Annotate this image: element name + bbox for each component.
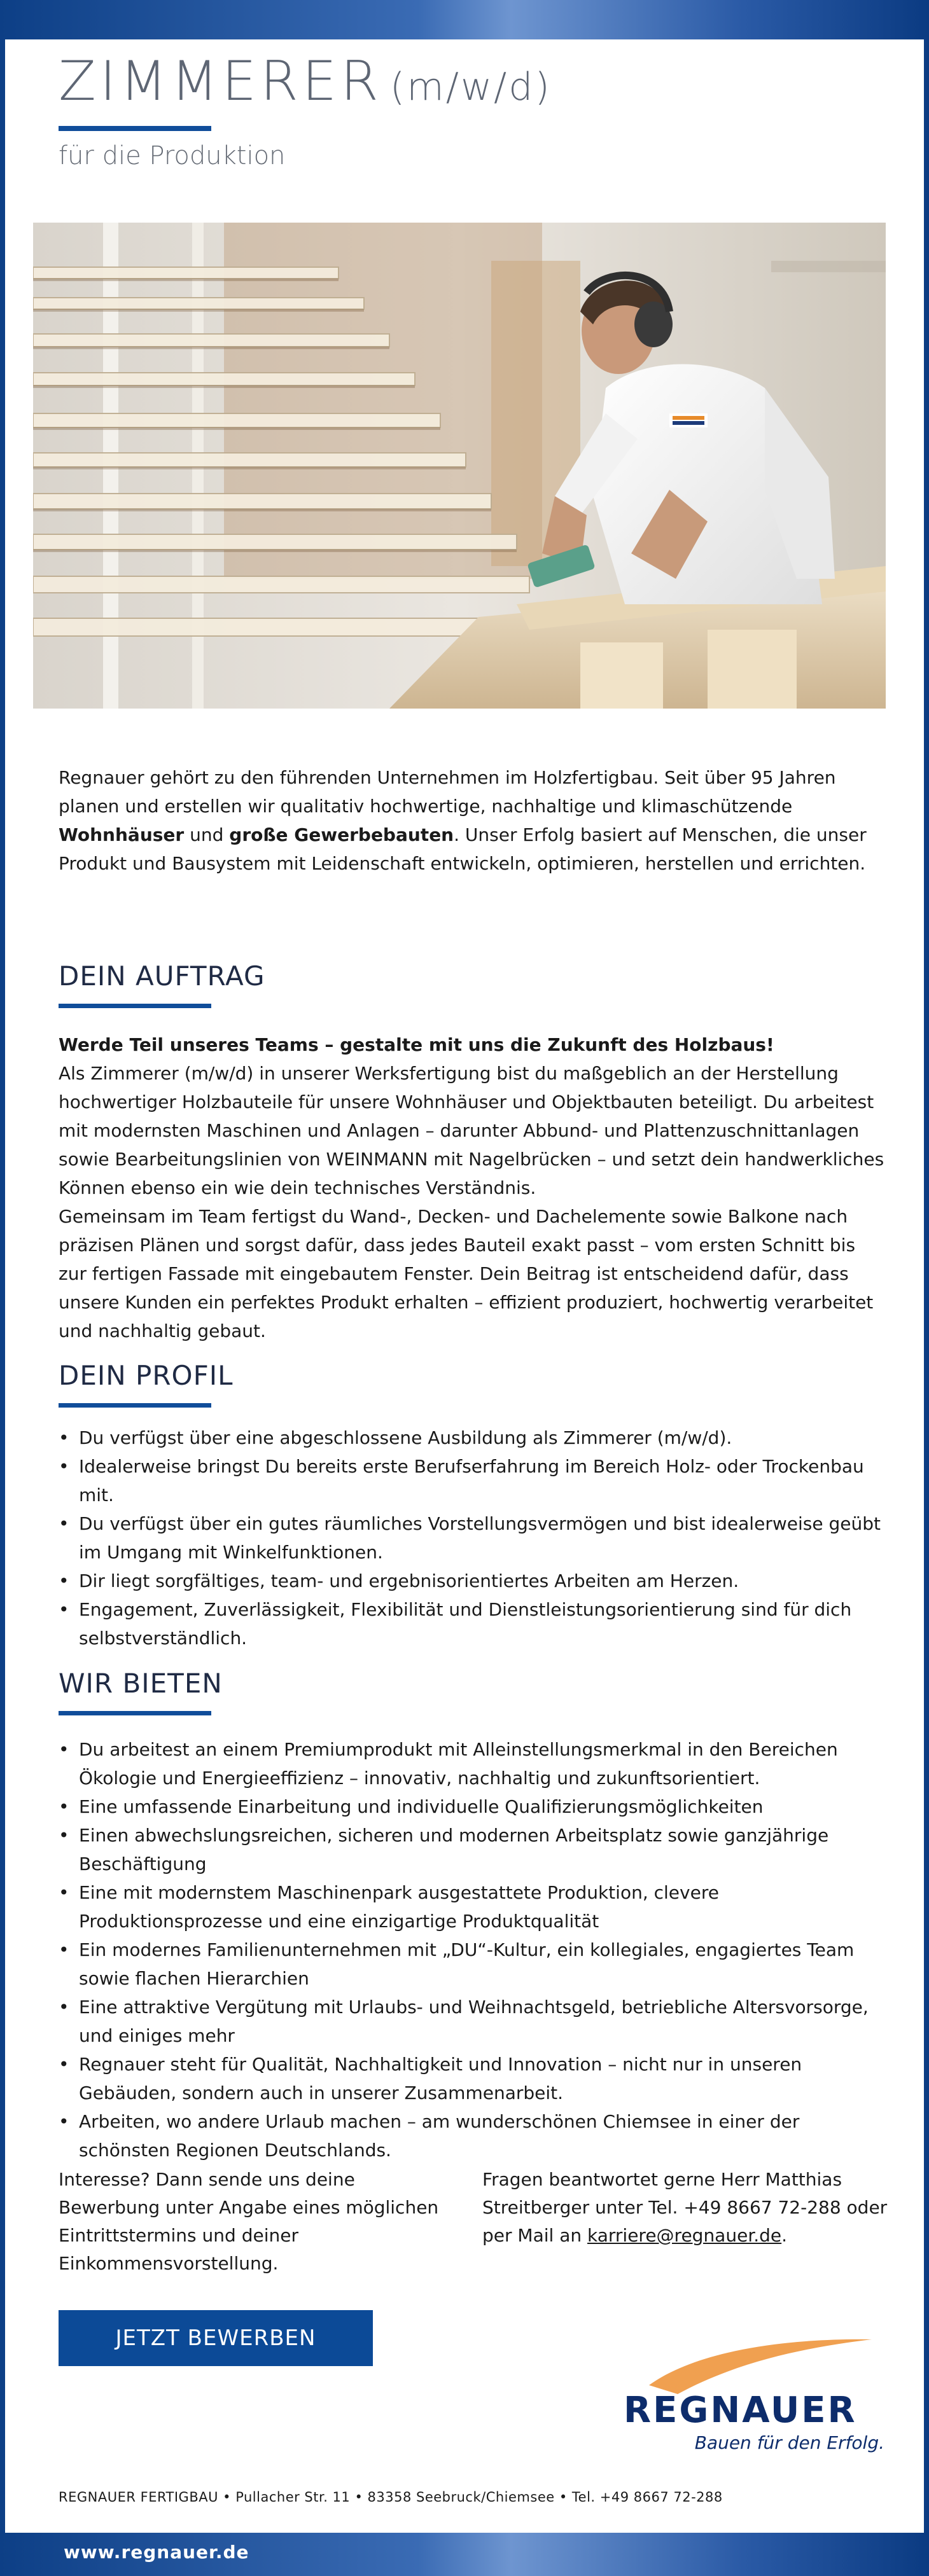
job-subtitle: für die Produktion bbox=[59, 141, 286, 170]
section-heading-profil: DEIN PROFIL bbox=[59, 1360, 234, 1391]
section-heading-bieten: WIR BIETEN bbox=[59, 1668, 223, 1699]
section-heading-auftrag: DEIN AUFTRAG bbox=[59, 960, 265, 992]
auftrag-para-2: Gemeinsam im Team fertigst du Wand-, Decken- und Dachelemente sowie Balkone nach präzisen Plänen und sorgst dafür, dass jedes Bauteil exakt passt – vom ersten Schnitt bis zur fertigen Fassade mit eingebautem Fenster. Dein Beitrag ist entscheidend dafür, dass unsere Kunden ein perfektes Produkt erhalten – effizient produziert, hochwertig verarbeitet und nachhaltig gebaut. bbox=[59, 1206, 874, 1341]
auftrag-lead: Werde Teil unseres Teams – gestalte mit uns die Zukunft des Holzbaus! bbox=[59, 1034, 774, 1055]
logo-tagline: Bauen für den Erfolg. bbox=[694, 2432, 884, 2453]
list-item: • Ein modernes Familienunternehmen mit „DU“-Kultur, ein kollegiales, engagiertes Team sowie flachen Hierarchien bbox=[59, 1935, 886, 1993]
job-title: ZIMMERER (m/w/d) bbox=[59, 50, 552, 113]
title-underline bbox=[59, 126, 211, 131]
intro-bold-gewerbebauten: große Gewerbebauten bbox=[229, 824, 454, 845]
list-item: • Regnauer steht für Qualität, Nachhaltigkeit und Innovation – nicht nur in unseren Gebäuden, sondern auch in unserer Zusammenarbeit. bbox=[59, 2050, 886, 2107]
regnauer-logo[interactable] bbox=[617, 2336, 897, 2463]
auftrag-para-1: Als Zimmerer (m/w/d) in unserer Werksfertigung bist du maßgeblich an der Herstellung hochwertiger Holzbauteile für unsere Wohnhäuser und Objektbauten beteiligt. Du arbeitest mit modernsten Maschinen und Anlagen – darunter Abbund- und Plattenzuschnittanlagen sowie Bearbeitungslinien von WEINMANN mit Nagelbrücken – und setzt dein handwerkliches Können ebenso ein wie dein technisches Verständnis. bbox=[59, 1063, 884, 1198]
list-item: • Arbeiten, wo andere Urlaub machen – am wunderschönen Chiemsee in einer der schönsten Regionen Deutschlands. bbox=[59, 2107, 886, 2164]
list-item: • Du verfügst über eine abgeschlossene Ausbildung als Zimmerer (m/w/d). bbox=[59, 1423, 886, 1452]
list-item: • Eine attraktive Vergütung mit Urlaubs- und Weihnachtsgeld, betriebliche Altersvorsorge, und einiges mehr bbox=[59, 1993, 886, 2050]
intro-paragraph: Regnauer gehört zu den führenden Unternehmen im Holzfertigbau. Seit über 95 Jahren planen und erstellen wir qualitativ hochwertige, nachhaltige und klimaschützende Wohnhäuser und große Gewerbebauten. Unser Erfolg basiert auf Menschen, die unser Produkt und Bausystem mit Leidenschaft entwickeln, optimieren, herstellen und errichten. bbox=[59, 767, 867, 874]
auftrag-body bbox=[59, 1030, 886, 1345]
profil-list bbox=[59, 1423, 886, 1652]
section-rule-bieten bbox=[59, 1711, 211, 1715]
application-instructions: Interesse? Dann sende uns deine Bewerbung unter Angabe eines möglichen Eintrittstermins und deiner Einkommensvorstellung. bbox=[59, 2169, 439, 2274]
list-item: • Du arbeitest an einem Premiumprodukt mit Alleinstellungsmerkmal in den Bereichen Ökologie und Energieeffizienz – innovativ, nachhaltig und zukunftsorientiert. bbox=[59, 1735, 886, 1792]
section-rule-profil bbox=[59, 1403, 211, 1408]
bieten-list-wrap bbox=[59, 1735, 886, 2164]
footer-address: REGNAUER FERTIGBAU • Pullacher Str. 11 • 83358 Seebruck/Chiemsee • Tel. +49 8667 72-288 bbox=[59, 2489, 723, 2505]
list-item: • Eine umfassende Einarbeitung und individuelle Qualifizierungsmöglichkeiten bbox=[59, 1792, 886, 1821]
profil-list-wrap bbox=[59, 1423, 886, 1652]
website-link[interactable]: www.regnauer.de bbox=[64, 2542, 249, 2563]
list-item: • Idealerweise bringst Du bereits erste Berufserfahrung im Bereich Holz- oder Trockenbau mit. bbox=[59, 1452, 886, 1509]
list-item: • Engagement, Zuverlässigkeit, Flexibilität und Dienstleistungsorientierung sind für dich selbstverständlich. bbox=[59, 1595, 886, 1652]
list-item: • Dir liegt sorgfältiges, team- und ergebnisorientiertes Arbeiten am Herzen. bbox=[59, 1567, 886, 1595]
email-link[interactable]: karriere@regnauer.de bbox=[587, 2225, 782, 2246]
intro-bold-wohnhaeuser: Wohnhäuser bbox=[59, 824, 185, 845]
contact-info: Fragen beantwortet gerne Herr Matthias Streitberger unter Tel. +49 8667 72-288 oder per Mail an karriere@regnauer.de. bbox=[482, 2169, 888, 2246]
apply-now-button[interactable]: JETZT BEWERBEN bbox=[59, 2310, 373, 2366]
logo-swoosh-icon bbox=[649, 2339, 872, 2394]
carpenter-photo bbox=[33, 223, 886, 709]
list-item: • Einen abwechslungsreichen, sicheren und modernen Arbeitsplatz sowie ganzjährige Beschäftigung bbox=[59, 1821, 886, 1878]
job-title-suffix: (m/w/d) bbox=[389, 65, 552, 109]
list-item: • Eine mit modernstem Maschinenpark ausgestattete Produktion, clevere Produktionsprozesse und eine einzigartige Produktqualität bbox=[59, 1878, 886, 1935]
logo-brand: REGNAUER bbox=[624, 2390, 857, 2431]
section-rule-auftrag bbox=[59, 1004, 211, 1008]
top-banner-strip bbox=[0, 0, 929, 39]
bieten-list bbox=[59, 1735, 886, 2164]
list-item: • Du verfügst über ein gutes räumliches Vorstellungsvermögen und bist idealerweise geübt im Umgang mit Winkelfunktionen. bbox=[59, 1509, 886, 1567]
